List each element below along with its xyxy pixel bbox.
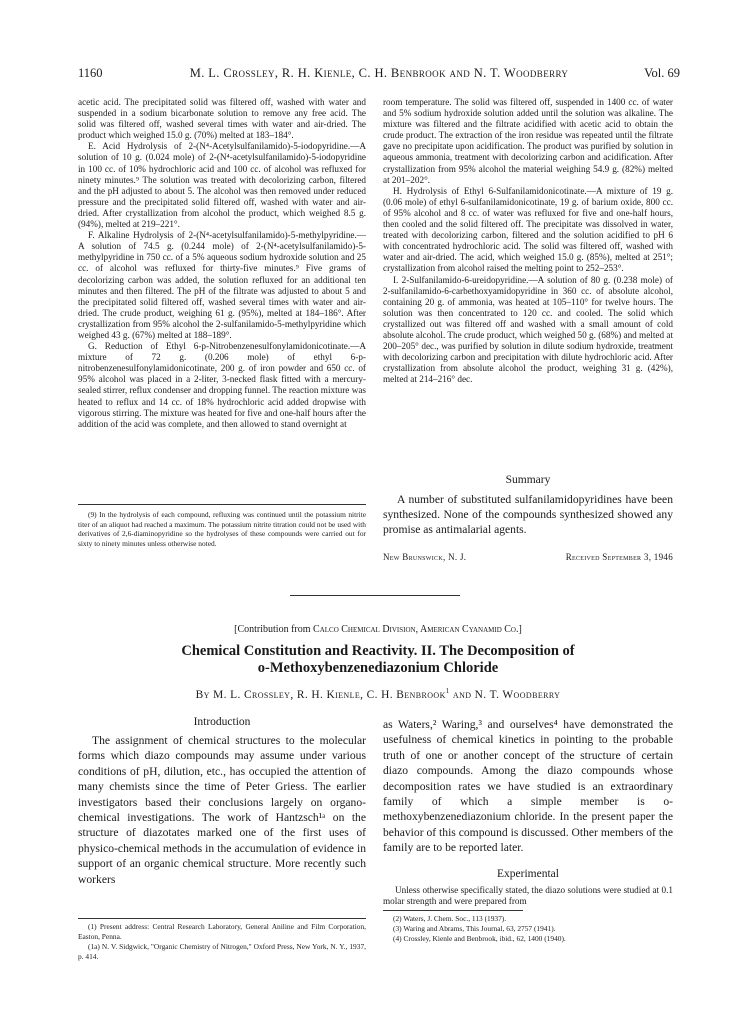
footnotes-right	[383, 914, 673, 944]
footnote-divider	[78, 504, 366, 505]
byline-authors: By M. L. Crossley, R. H. Kienle, C. H. Benbrook	[195, 688, 446, 701]
footnote-1a: (1a) N. V. Sidgwick, "Organic Chemistry of Nitrogen," Oxford Press, New York, N. Y., 1937, p. 414.	[78, 942, 366, 961]
byline	[78, 687, 678, 701]
place-label: New Brunswick, N. J.	[383, 552, 467, 562]
received-date: Received September 3, 1946	[565, 552, 673, 562]
experimental-heading: Experimental	[497, 868, 559, 880]
footnote-9	[78, 510, 366, 548]
paragraph: H. Hydrolysis of Ethyl 6-Sulfanilamidonicotinate.—A mixture of 19 g. (0.06 mole) of ethyl 6-sulfanilamidonicotinate, 19 g. of barium oxide, 800 cc. of 95% alcohol and 8 cc. of water was refluxed for five and one-half hours, then cooled and the solid filtered off. The precipitate was dissolved in water, treated with decolorizing carbon, filtered and the solution acidified to pH 6 with concentrated hydrochloric acid. The solid was filtered off, washed with water and air-dried. The acid, which weighed 15.0 g. (85%), melted at 251°; crystallization from alcohol raised the melting point to 252–253°.	[383, 185, 673, 274]
summary-text	[383, 492, 673, 538]
summary-heading: Summary	[505, 474, 551, 486]
summary-paragraph: A number of substituted sulfanilamidopyridines have been synthesized. None of the compounds synthesized showed any promise as antimalarial agents.	[383, 493, 673, 537]
paragraph: F. Alkaline Hydrolysis of 2-(N⁴-acetylsulfanilamido)-5-methylpyridine.—A solution of 74.5 g. (0.244 mole) of 2-(N⁴-acetylsulfanilamido)-5-methylpyridine in 750 cc. of a 5% aqueous sodium hydroxide solution and 25 cc. of alcohol was refluxed for thirty-five minutes.⁹ Five grams of decolorizing carbon was added, the solution refluxed for an additional ten minutes and then filtered. The pH of the filtrate was adjusted to about 5 and the precipitated solid filtered off, washed several times with water and air-dried. The crude product, weighing 61 g. (95%), melted at 184–186°. After crystallization from 95% alcohol the 2-sulfanilamido-5-methylpyridine which weighed 43 g. (67%) melted at 188–189°.	[78, 230, 366, 340]
contribution-suffix: ]	[518, 624, 522, 635]
running-authors: M. L. Crossley, R. H. Kienle, C. H. Benbrook and N. T. Woodberry	[189, 66, 569, 80]
byline-last-author: and N. T. Woodberry	[449, 688, 561, 701]
paragraph: I. 2-Sulfanilamido-6-ureidopyridine.—A solution of 80 g. (0.238 mole) of 2-sulfanilamido-6-carbethoxyamidopyridine in 360 cc. of absolute alcohol, containing 20 g. of ammonia, was heated at 105–110° for twelve hours. The solution was then concentrated to 120 cc. and cooled. The solid which crystallized out was filtered off and washed with a small amount of cold absolute alcohol. The crude product, which weighed 50 g. (68%) and melted at 200–205° dec., was purified by solution in dilute sodium hydroxide, treatment with decolorizing carbon and precipitation with dilute hydrochloric acid. After crystallization from absolute alcohol the product, weighing 31 g. (42%), melted at 214–216° dec.	[383, 274, 673, 385]
footnote-1: (1) Present address: Central Research Laboratory, General Aniline and Film Corporation, Easton, Penna.	[78, 922, 366, 941]
dateline	[383, 552, 673, 562]
footnote-3: (3) Waring and Abrams, This Journal, 63, 2757 (1941).	[393, 924, 556, 933]
contribution-prefix: [Contribution from	[234, 624, 314, 635]
footnote-divider	[383, 910, 523, 911]
introduction-left	[78, 733, 366, 887]
footnote-divider	[78, 918, 366, 919]
footnote-4: (4) Crossley, Kienle and Benbrook, ibid., 62, 1400 (1940).	[393, 934, 566, 943]
title-line-2: o-Methoxybenzenediazonium Chloride	[257, 660, 499, 676]
intro-paragraph-continued: as Waters,² Waring,³ and ourselves⁴ have demonstrated the usefulness of chemical kinetics in pointing to the probable truth of one or another concept of the structure of certain diazo compounds. Among the diazo compounds whose decomposition rates we have studied is an extraordinary family of which a simple member is o-methoxybenzenediazonium chloride. In the present paper the behavior of this compound is discussed. Other members of the family are to be reported later.	[383, 718, 673, 855]
page-number: 1160	[78, 66, 103, 80]
footnote-2: (2) Waters, J. Chem. Soc., 113 (1937).	[393, 914, 507, 923]
left-column-text	[78, 97, 366, 430]
introduction-right	[383, 717, 673, 856]
paragraph: room temperature. The solid was filtered off, suspended in 1400 cc. of water and 5% sodium hydroxide solution added until the solution was alkaline. The mixture was filtered and the filtrate acidified with acetic acid to obtain the crude product. The extraction of the iron residue was repeated until the filtrate gave no precipitate upon acidification. The product was purified by solution in aqueous ammonia, treatment with decolorizing carbon and acidification. After crystallization from 95% alcohol the material weighing 54.9 g. (82%) melted at 201–202°.	[383, 97, 673, 185]
article-title	[78, 643, 678, 677]
introduction-heading: Introduction	[193, 716, 251, 728]
intro-paragraph: The assignment of chemical structures to the molecular forms which diazo compounds may assume under various conditions of pH, dilution, etc., has occupied the attention of many chemists since the time of Peter Griess. The earlier investigators based their conclusions largely on organo-chemical investigations. The work of Hantzsch¹ᵃ on the structure of diazotates marked one of the first uses of physico-chemical methods in the accumulation of evidence in support of an organic chemical structure. More recently such workers	[78, 734, 366, 886]
paragraph: acetic acid. The precipitated solid was filtered off, washed with water and suspended in a sodium bicarbonate solution to remove any free acid. The solid was filtered off, washed several times with water and air-dried. The product which weighed 15.0 g. (70%) melted at 183–184°.	[78, 97, 366, 141]
footnote-text: (9) In the hydrolysis of each compound, refluxing was continued until the potassium nitrite titer of an aliquot had reached a maximum. The potassium nitrite titration could not be used with derivatives of 2,6-diaminopyridine so the hydrolyses of these compounds were carried out for sixty to ninety minutes unless otherwise noted.	[78, 510, 366, 548]
contribution-line	[78, 624, 678, 635]
title-line-1: Chemical Constitution and Reactivity. II. The Decomposition of	[181, 643, 575, 659]
article-separator	[290, 595, 460, 596]
experimental-paragraph: Unless otherwise specifically stated, the diazo solutions were studied at 0.1 molar strength and were prepared from	[383, 885, 673, 907]
right-column-text	[383, 97, 673, 385]
footnotes-left	[78, 922, 366, 962]
byline-footnote-mark: 1	[445, 687, 450, 695]
paragraph: G. Reduction of Ethyl 6-p-Nitrobenzenesulfonylamidonicotinate.—A mixture of 72 g. (0.206 mole) of ethyl 6-p-nitrobenzenesulfonylamidonicotinate, 200 g. of iron powder and 650 cc. of 95% alcohol was placed in a 2-liter, 3-necked flask fitted with a mercury-sealed stirrer, reflux condenser and dropping funnel. The reaction mixture was heated to reflux and 14 cc. of 18% hydrochloric acid added dropwise with vigorous stirring. The mixture was heated for five and one-half hours after the addition of the acid was complete, and then allowed to stand overnight at	[78, 341, 366, 429]
contribution-org: Calco Chemical Division, American Cyanamid Co.	[313, 624, 519, 635]
volume-label: Vol. 69	[644, 66, 680, 80]
paragraph: E. Acid Hydrolysis of 2-(N⁴-Acetylsulfanilamido)-5-iodopyridine.—A solution of 10 g. (0.024 mole) of 2-(N⁴-acetylsulfanilamido)-5-iodopyridine in 100 cc. of 10% hydrochloric acid and 100 cc. of alcohol was refluxed for ninety minutes.⁹ The solution was treated with decolorizing carbon, filtered and the pH adjusted to about 5. The alcohol was then removed under reduced pressure and the precipitated solid filtered off, washed with water and air-dried. After crystallization from alcohol the product, which weighed 8.5 g. (94%), melted at 219–221°.	[78, 141, 366, 230]
experimental-text	[383, 885, 673, 907]
